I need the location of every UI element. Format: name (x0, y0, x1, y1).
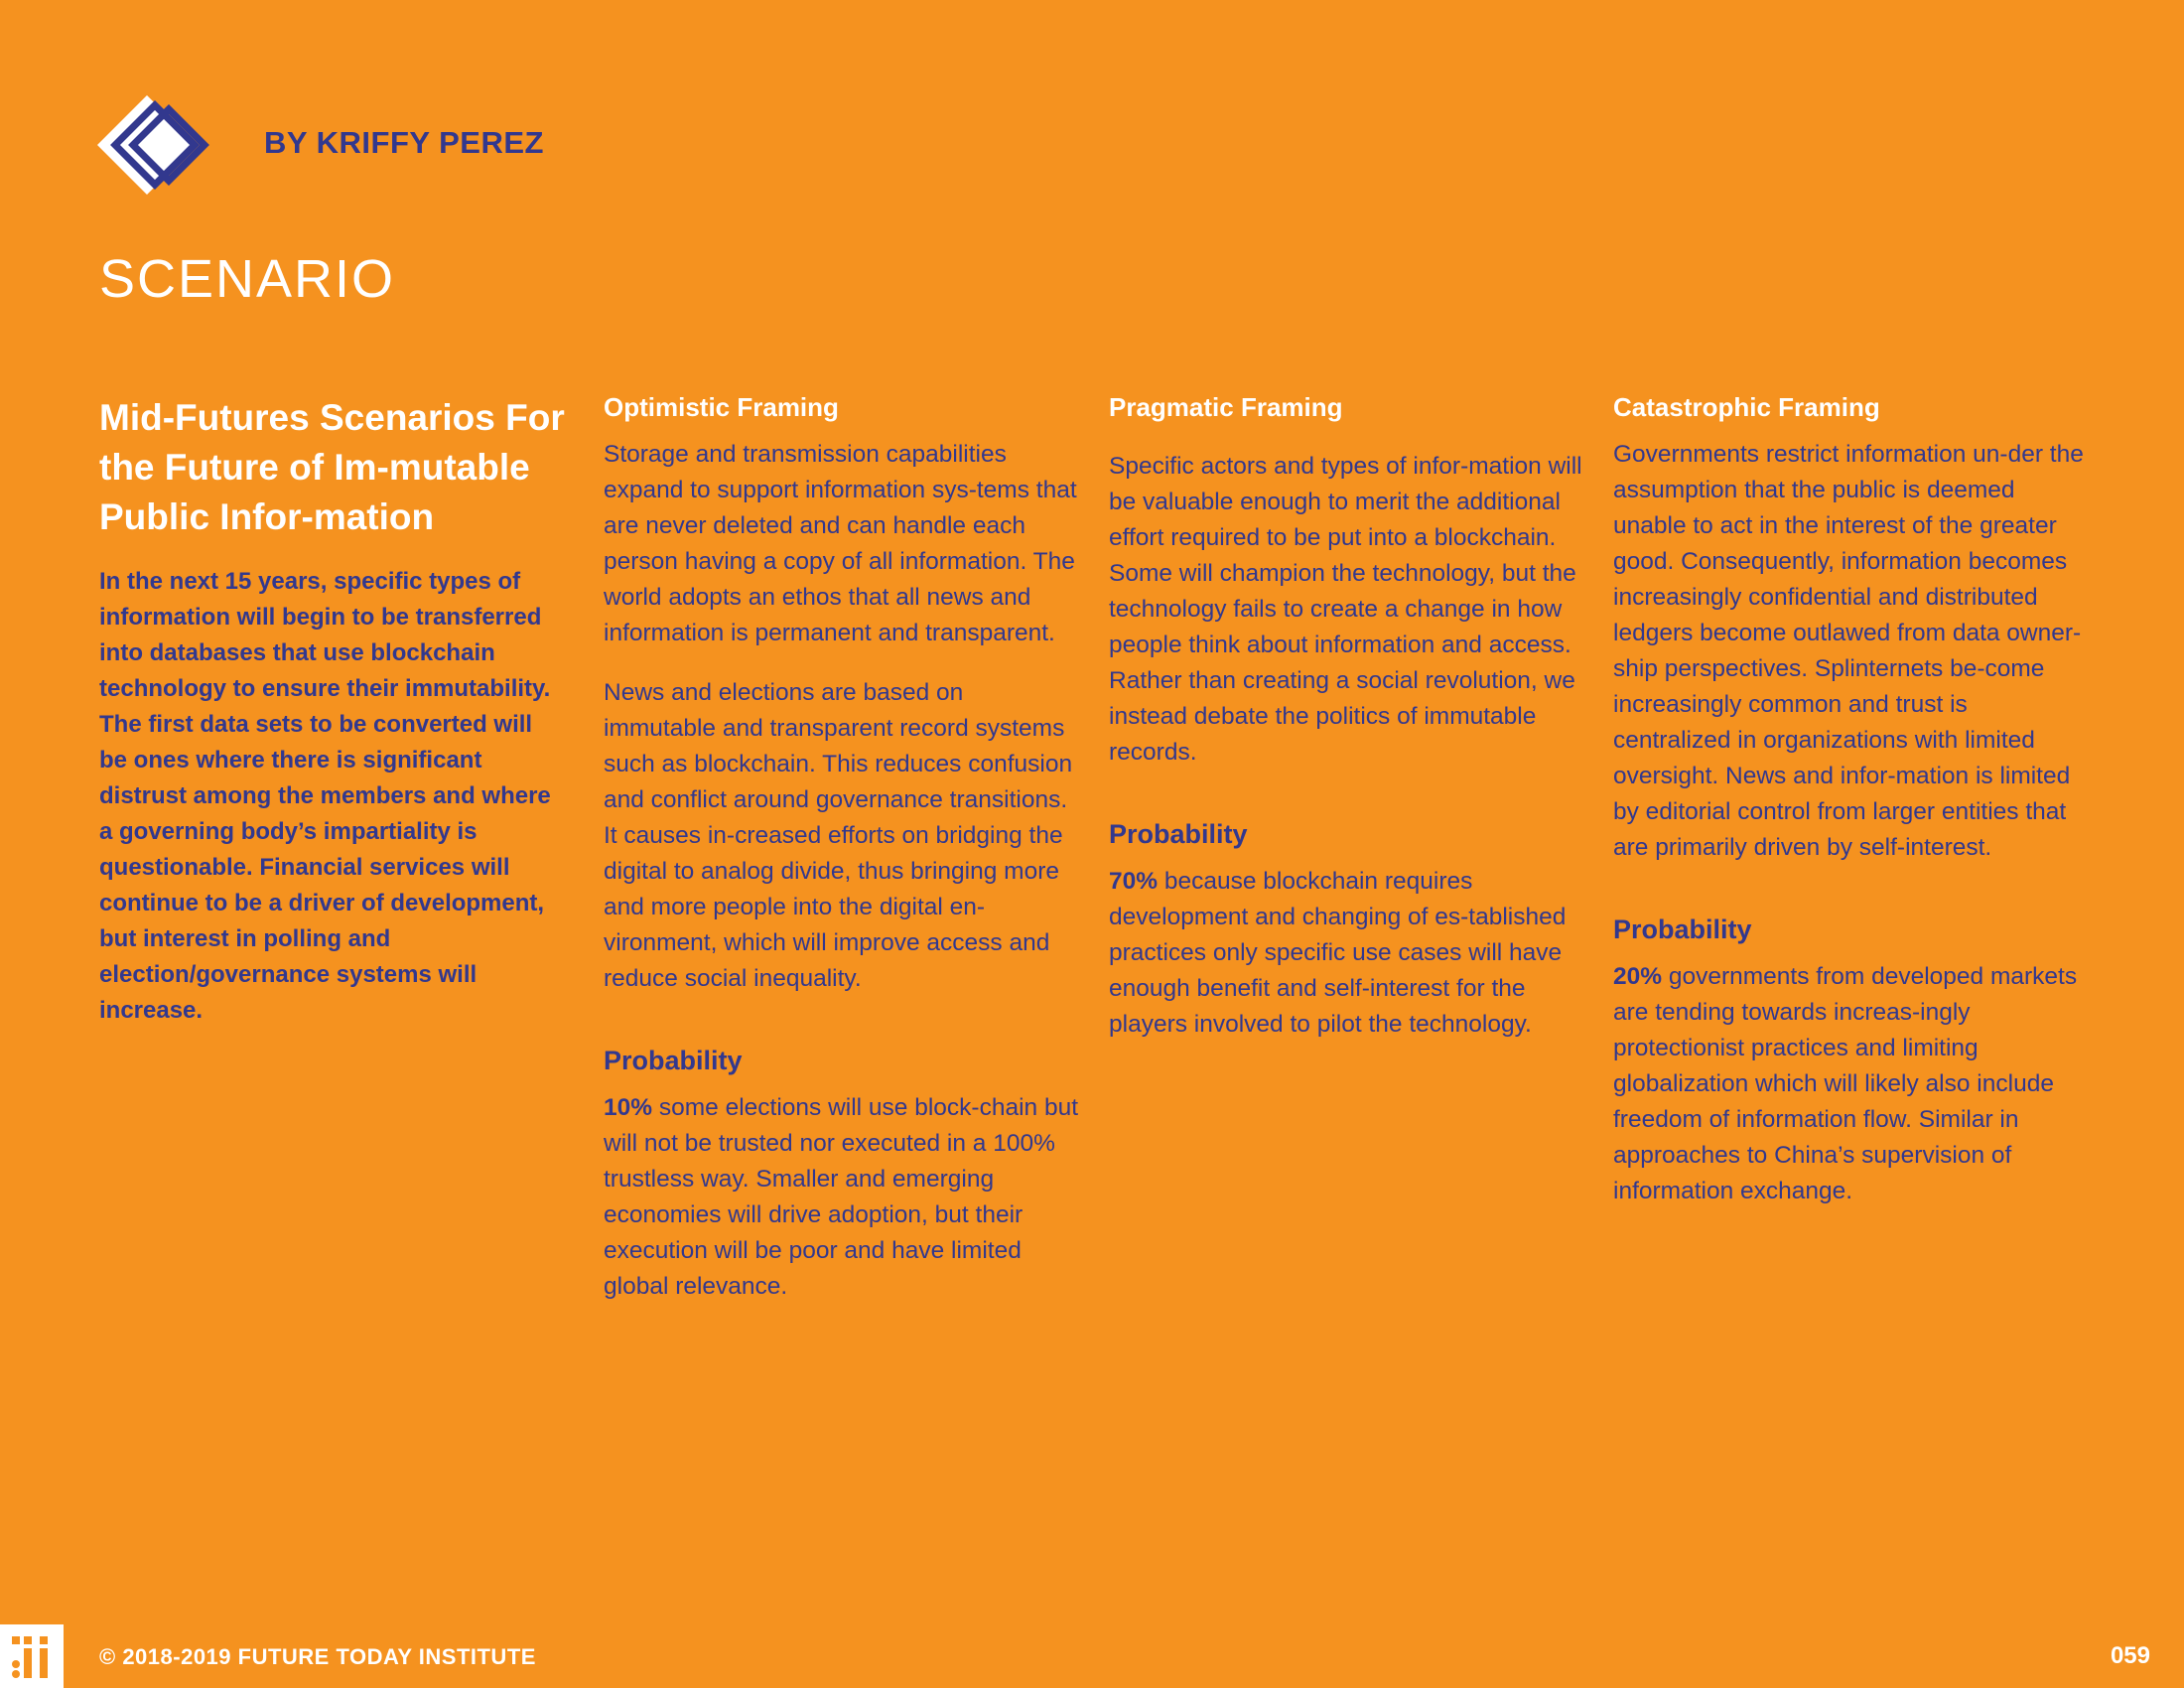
intro-paragraph: In the next 15 years, specific types of information will begin to be transferred into databases that use blockchain technology to ensure their immutability. The first data sets to be converted will be ones where there is significant distrust among the members and where a governing body’s impartiality is questionable. Financial services will continue to be a driver of development, but interest in polling and election/governance systems will increase. (99, 568, 551, 1024)
optimistic-probability-description: some elections will use block-chain but will not be trusted nor executed in a 100% trustless way. Smaller and emerging economies will drive adoption, but their execution will be poor and have limited global relevance. (604, 1094, 1079, 1300)
page-number: 059 (2110, 1642, 2150, 1669)
section-title: SCENARIO (99, 249, 396, 309)
catastrophic-paragraph-1: Governments restrict information un-der the assumption that the public is deemed unable to act in the interest of the greater good. Consequently, information becomes increasingly confidential and distributed ledgers become outlawed from data owner-ship perspectives. Splinternets be-come increasingly common and trust is centralized in organizations with limited oversight. News and infor-mation is limited by editorial control from larger entities that are primarily driven by self-interest. (1613, 441, 2084, 861)
catastrophic-probability-value: 20% (1613, 963, 1663, 990)
pragmatic-probability-value: 70% (1109, 868, 1159, 895)
optimistic-probability-value: 10% (604, 1094, 653, 1121)
fti-logo-icon (0, 1624, 64, 1688)
copyright-text: © 2018-2019 FUTURE TODAY INSTITUTE (99, 1644, 536, 1669)
catastrophic-probability-text (1613, 959, 2090, 1209)
diamond-logo-icon (97, 95, 236, 195)
catastrophic-column (1613, 389, 2090, 1209)
pragmatic-probability-text (1109, 864, 1585, 1043)
pragmatic-column (1109, 389, 1585, 1043)
optimistic-paragraph-2: News and elections are based on immutable and transparent record systems such as blockchain. This reduces confusion and conflict around governance transitions. It causes in-creased efforts on bridging the digital to analog divide, thus bringing more and more people into the digital en-vironment, which will improve access and reduce social inequality. (604, 679, 1073, 992)
pragmatic-paragraph-1: Specific actors and types of infor-mation will be valuable enough to merit the additional effort required to be put into a blockchain. Some will champion the technology, but the technology fails to create a change in how people think about information and access. Rather than creating a social revolution, we instead debate the politics of immutable records. (1109, 453, 1582, 766)
catastrophic-probability-description: governments from developed markets are tending towards increas-ingly protectionist practices and limiting globalization which will likely also include freedom of information flow. Similar in approaches to China’s supervision of information exchange. (1613, 963, 2078, 1204)
optimistic-column (604, 389, 1080, 1305)
author-byline: BY KRIFFY PEREZ (264, 125, 544, 160)
catastrophic-framing-title: Catastrophic Framing (1613, 392, 1880, 422)
optimistic-paragraph-1: Storage and transmission capabilities expand to support information sys-tems that are never deleted and can handle each person having a copy of all information. The world adopts an ethos that all news and information is permanent and transparent. (604, 441, 1077, 646)
optimistic-probability-text (604, 1090, 1080, 1305)
intro-column (99, 389, 566, 1029)
optimistic-probability-title: Probability (604, 1046, 743, 1075)
main-heading: Mid-Futures Scenarios For the Future of Im-mutable Public Infor-mation (99, 397, 565, 537)
pragmatic-probability-title: Probability (1109, 819, 1248, 849)
optimistic-framing-title: Optimistic Framing (604, 392, 839, 422)
pragmatic-framing-title: Pragmatic Framing (1109, 392, 1343, 422)
catastrophic-probability-title: Probability (1613, 914, 1752, 944)
pragmatic-probability-description: because blockchain requires development and changing of es-tablished practices only specific use cases will have enough benefit and self-interest for the players involved to pilot the technology. (1109, 868, 1567, 1038)
